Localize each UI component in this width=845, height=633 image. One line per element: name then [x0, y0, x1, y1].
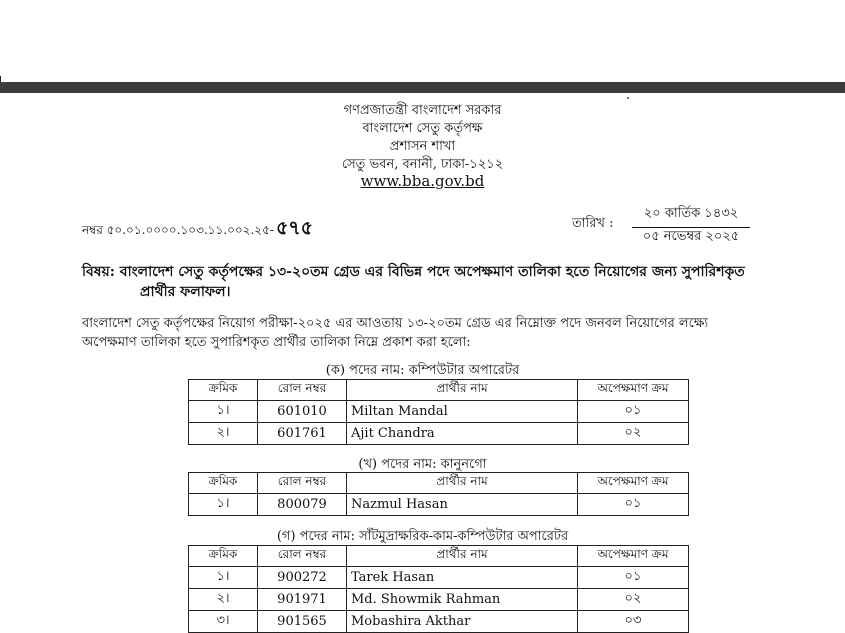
cell-name: Miltan Mandal [347, 401, 578, 423]
table-row [189, 423, 689, 445]
govt-name: গণপ্রজাতন্ত্রী বাংলাদেশ সরকার [343, 103, 502, 118]
col-serial: ক্রমিক [189, 546, 258, 567]
candidate-table [188, 545, 689, 633]
cell-roll: 900272 [258, 567, 347, 589]
candidate-table [188, 472, 689, 516]
col-waiting: অপেক্ষমাণ ক্রম [578, 380, 689, 401]
subject-line-2: প্রার্থীর ফলাফল। [140, 284, 231, 300]
table-row [189, 611, 689, 633]
cell-roll: 901565 [258, 611, 347, 633]
col-serial: ক্রমিক [189, 380, 258, 401]
branch-name: প্রশাসন শাখা [389, 139, 456, 154]
col-serial: ক্রমিক [189, 473, 258, 494]
col-waiting: অপেক্ষমাণ ক্রম [578, 473, 689, 494]
top-blank-area [0, 0, 845, 82]
org-address: সেতু ভবন, বনানী, ঢাকা-১২১২ [341, 157, 504, 172]
org-name: বাংলাদেশ সেতু কর্তৃপক্ষ [362, 121, 483, 136]
col-name: প্রার্থীর নাম [347, 473, 578, 494]
cell-serial: ২। [189, 589, 258, 611]
col-roll: রোল নম্বর [258, 473, 347, 494]
col-roll: রোল নম্বর [258, 380, 347, 401]
memo-ref-number: ৫৭৫ [275, 217, 313, 239]
cell-roll: 601761 [258, 423, 347, 445]
cell-waiting: ০১ [578, 401, 689, 423]
col-waiting: অপেক্ষমাণ ক্রম [578, 546, 689, 567]
subject-line-1: বিষয়: বাংলাদেশ সেতু কর্তৃপক্ষের ১৩-২০তম গ্রেড এর বিভিন্ন পদে অপেক্ষমাণ তালিকা হতে নিয়োগের জন্য সুপারিশকৃত [82, 264, 745, 280]
table-header-row [189, 546, 689, 567]
header-rule-bar [0, 82, 845, 93]
section-title: (গ) পদের নাম: সাঁটমুদ্রাক্ষরিক-কাম-কম্পিউটার অপারেটর [276, 529, 569, 544]
cell-name: Ajit Chandra [347, 423, 578, 445]
section-title: (ক) পদের নাম: কম্পিউটার অপারেটর [325, 363, 520, 378]
date-gregorian: ০৫ নভেম্বর ২০২৫ [642, 229, 740, 244]
cell-waiting: ০২ [578, 589, 689, 611]
cell-waiting: ০২ [578, 423, 689, 445]
body-line-1: বাংলাদেশ সেতু কর্তৃপক্ষের নিয়োগ পরীক্ষা-২০২৫ এর আওতায় ১৩-২০তম গ্রেড এর নিম্নোক্ত পদে জনবল নিয়োগের লক্ষ্যে [82, 316, 709, 331]
website-link[interactable]: www.bba.gov.bd [360, 172, 485, 190]
body-line-2: অপেক্ষমাণ তালিকা হতে সুপারিশকৃত প্রার্থীর তালিকা নিম্নে প্রকাশ করা হলো: [82, 335, 471, 350]
cell-roll: 601010 [258, 401, 347, 423]
col-name: প্রার্থীর নাম [347, 380, 578, 401]
cell-serial: ২। [189, 423, 258, 445]
cell-roll: 800079 [258, 494, 347, 516]
table-row [189, 401, 689, 423]
cell-waiting: ০১ [578, 494, 689, 516]
cell-name: Mobashira Akthar [347, 611, 578, 633]
table-header-row [189, 380, 689, 401]
memo-ref-prefix: নম্বর ৫০.০১.০০০০.১০৩.১১.০০২.২৫- [82, 223, 274, 237]
candidate-table [188, 379, 689, 445]
cell-waiting: ০১ [578, 567, 689, 589]
cell-serial: ১। [189, 494, 258, 516]
memo-reference [82, 214, 313, 246]
col-roll: রোল নম্বর [258, 546, 347, 567]
date-bangla: ২০ কার্তিক ১৪৩২ [632, 204, 750, 228]
cell-roll: 901971 [258, 589, 347, 611]
table-row [189, 567, 689, 589]
scan-speck [627, 97, 629, 99]
cell-serial: ১। [189, 567, 258, 589]
cell-name: Md. Showmik Rahman [347, 589, 578, 611]
table-row [189, 589, 689, 611]
table-row [189, 494, 689, 516]
date-label: তারিখ : [572, 216, 614, 231]
section-title: (খ) পদের নাম: কানুনগো [358, 457, 487, 472]
cell-name: Nazmul Hasan [347, 494, 578, 516]
cell-serial: ১। [189, 401, 258, 423]
cell-waiting: ০৩ [578, 611, 689, 633]
col-name: প্রার্থীর নাম [347, 546, 578, 567]
table-header-row [189, 473, 689, 494]
cell-serial: ৩। [189, 611, 258, 633]
cell-name: Tarek Hasan [347, 567, 578, 589]
